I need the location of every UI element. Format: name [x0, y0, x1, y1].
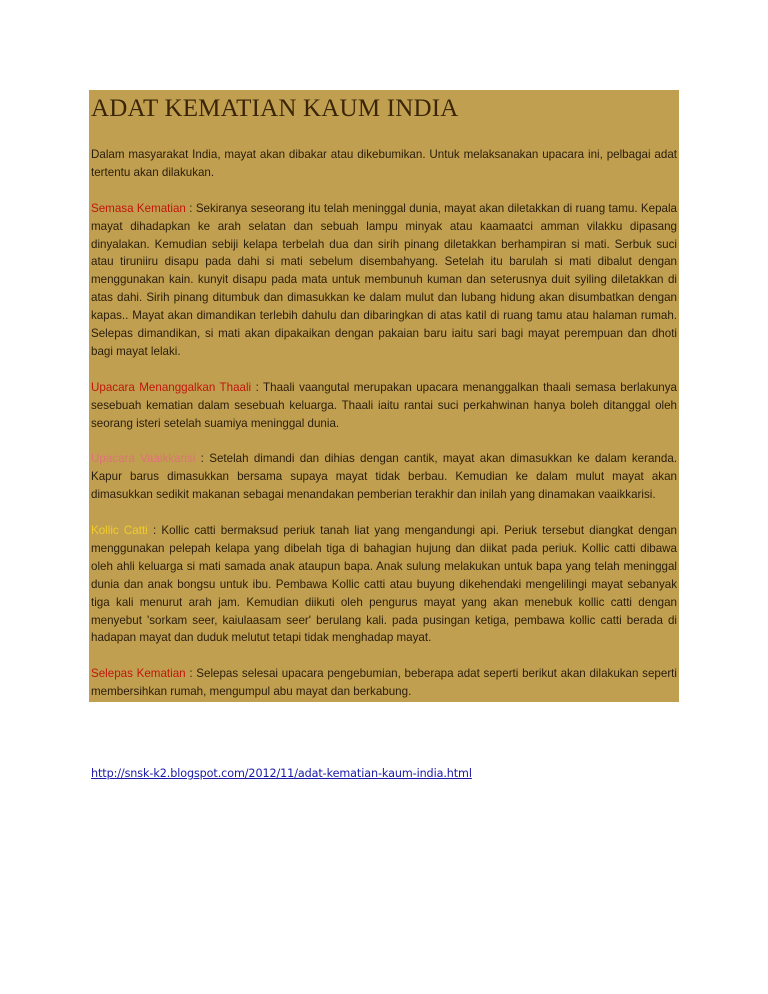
section-body: Kollic catti bermaksud periuk tanah liat yang mengandungi api. Periuk tersebut diangkat dengan menggunakan pelepah kelapa yang dibelah tiga di bahagian hujung dan diikat pada periuk. Kollic catti dibawa oleh ahli keluarga si mati samada anak ataupun bapa. Anak sulung melakukan untuk bapa yang telah meninggal dunia dan anak bongsu untuk ibu. Pembawa Kollic catti atau buyung dikehendaki mengelilingi mayat sebanyak tiga kali menurut arah jam. Kemudian diikuti oleh pengurus mayat yang akan menebuk kollic catti dengan menyebut 'sorkam seer, kaiulaasam seer' berulang kali. pada pusingan ketiga, pembawa kollic catti berada di hadapan mayat dan duduk melutut tetapi tidak menghadap mayat.: [91, 523, 677, 645]
section-separator: :: [147, 523, 162, 537]
section-separator: :: [185, 201, 196, 215]
section-separator: :: [195, 452, 210, 466]
section-heading: Kollic Catti: [91, 523, 148, 537]
page-title: ADAT KEMATIAN KAUM INDIA: [91, 95, 459, 122]
section-heading: Selepas Kematian: [91, 667, 186, 681]
section-kollic-catti: [91, 522, 677, 647]
section-body: Setelah dimandi dan dihias dengan cantik, mayat akan dimasukkan ke dalam keranda. Kapur barus dimasukkan bersama supaya mayat tidak berbau. Kemudian ke dalam mulut mayat akan dimasukkan sedikit makanan sebagai menandakan pemberian terakhir dan inilah yang dinamakan vaaikkarisi.: [91, 452, 677, 502]
section-body: Sekiranya seseorang itu telah meninggal dunia, mayat akan diletakkan di ruang tamu. Kepala mayat dihadapkan ke arah selatan dan sebuah lampu minyak atau kaamaatci amman vilakku dipasang dinyalakan. Kemudian sebiji kelapa terbelah dua dan sirih pinang diletakkan berhampiran si mati. Serbuk suci atau tiruniiru disapu pada dahi si mati sebelum disembahyang. Setelah itu barulah si mati dibalut dengan menggunakan kain. kunyit disapu pada mata untuk membunuh kuman dan seterusnya duit syiling diletakkan di atas dahi. Sirih pinang ditumbuk dan dimasukkan ke dalam mulut dan lubang hidung akan disumbatkan dengan kapas.. Mayat akan dimandikan terlebih dahulu dan dibaringkan di atas katil di ruang tamu atau halaman rumah. Selepas dimandikan, si mati akan dipakaikan dengan pakaian baru iaitu sari bagi mayat perempuan dan dhoti bagi mayat lelaki.: [91, 201, 678, 358]
source-link[interactable]: http://snsk-k2.blogspot.com/2012/11/adat-kematian-kaum-india.html: [91, 767, 472, 780]
section-vaaikkarisi: [91, 450, 677, 504]
article-panel: [89, 90, 679, 702]
section-heading: Upacara Vaaikkarisi: [91, 452, 196, 466]
section-separator: :: [185, 667, 197, 681]
section-heading: Semasa Kematian: [91, 201, 186, 215]
intro-paragraph: Dalam masyarakat India, mayat akan dibakar atau dikebumikan. Untuk melaksanakan upacara ini, pelbagai adat tertentu akan dilakukan.: [91, 148, 677, 179]
section-heading: Upacara Menanggalkan Thaali: [91, 380, 252, 394]
section-semasa-kematian: [91, 200, 677, 361]
section-body: Selepas selesai upacara pengebumian, beberapa adat seperti berikut akan dilakukan seperti membersihkan rumah, mengumpul abu mayat dan berkabung.: [91, 667, 677, 699]
section-separator: :: [251, 380, 264, 394]
section-selepas-kematian: [91, 665, 677, 701]
section-menanggalkan-thaali: [91, 379, 677, 433]
section-body: Thaali vaangutal merupakan upacara menanggalkan thaali semasa berlakunya sesebuah kematian dalam sesebuah keluarga. Thaali iaitu rantai suci perkahwinan hanya boleh ditanggal oleh seorang isteri setelah suamiya meninggal dunia.: [91, 380, 677, 430]
